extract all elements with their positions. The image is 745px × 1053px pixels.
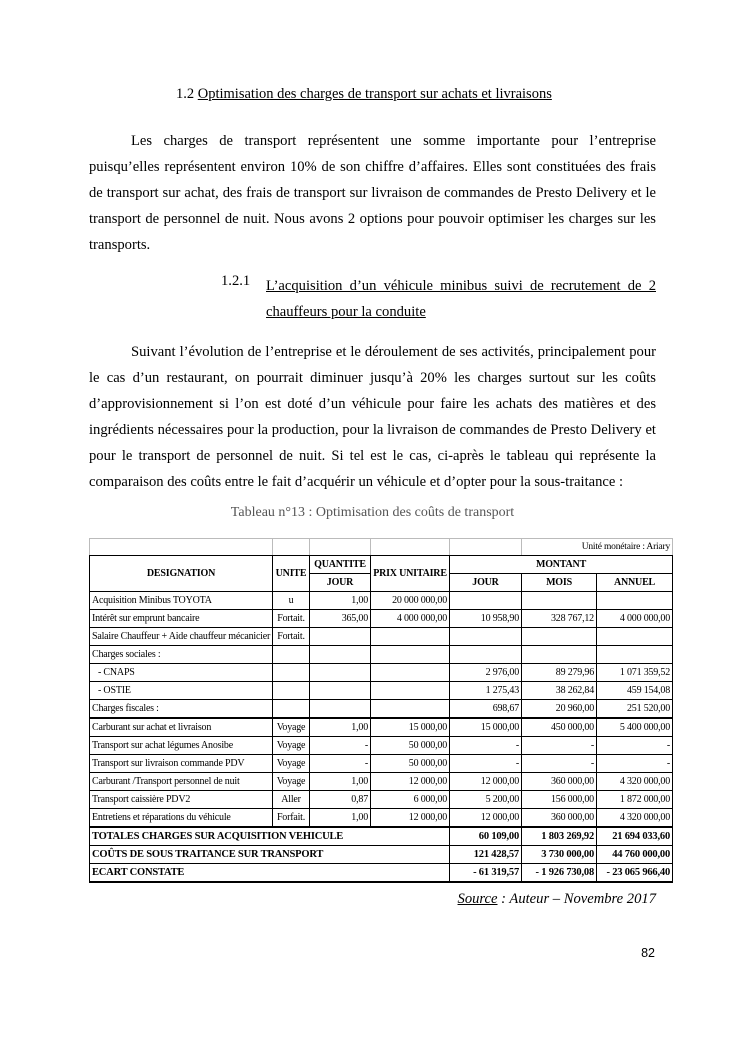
unit-note: Unité monétaire : Ariary (522, 539, 673, 556)
cell-designation: Carburant sur achat et livraison (90, 718, 273, 737)
total-mois: 3 730 000,00 (522, 846, 597, 864)
cell-designation: Transport sur achat légumes Anosibe (90, 737, 273, 755)
cell-designation: Transport sur livraison commande PDV (90, 755, 273, 773)
cell-annuel: - (597, 737, 673, 755)
total-label: TOTALES CHARGES SUR ACQUISITION VEHICULE (90, 827, 450, 846)
cell-mois: 360 000,00 (522, 773, 597, 791)
cell-unite: Voyage (273, 755, 310, 773)
cell-jour: 698,67 (450, 700, 522, 719)
header-montant-jour: JOUR (450, 574, 522, 592)
cell-designation: Transport caissière PDV2 (90, 791, 273, 809)
table-caption: Tableau n°13 : Optimisation des coûts de transport (230, 505, 515, 520)
cell-mois (522, 646, 597, 664)
cell-annuel: 4 000 000,00 (597, 610, 673, 628)
header-montant-mois: MOIS (522, 574, 597, 592)
cell-unite (273, 664, 310, 682)
total-label: COÛTS DE SOUS TRAITANCE SUR TRANSPORT (90, 846, 450, 864)
table-blank-cell (450, 539, 522, 556)
cell-unite: Aller (273, 791, 310, 809)
table-row (90, 773, 673, 791)
section-title-text: Optimisation des charges de transport sur achats et livraisons (197, 86, 552, 102)
cell-unite: Forfait. (273, 809, 310, 828)
cell-quantite: 1,00 (310, 592, 371, 610)
cell-prix-unitaire (371, 700, 450, 719)
table-row (90, 610, 673, 628)
cell-mois: 89 279,96 (522, 664, 597, 682)
cell-annuel (597, 592, 673, 610)
total-jour: - 61 319,57 (450, 864, 522, 883)
cell-jour: 12 000,00 (450, 809, 522, 828)
cell-unite: u (273, 592, 310, 610)
cell-jour: 5 200,00 (450, 791, 522, 809)
cell-designation: Charges sociales : (90, 646, 273, 664)
header-montant-annuel: ANNUEL (597, 574, 673, 592)
table-row (90, 809, 673, 828)
cell-jour: 2 976,00 (450, 664, 522, 682)
section-number: 1.2 (176, 86, 195, 102)
header-montant: MONTANT (450, 556, 673, 574)
total-row (90, 827, 673, 846)
paragraph-comparison: Suivant l’évolution de l’entreprise et le déroulement de ses activités, principalement pour le cas d’un restaurant, on pourrait diminuer jusqu’à 20% les charges surtout sur les coûts d’approvisionnement si l’on est doté d’un véhicule pour faire les achats des matières et des ingrédients nécessaires pour la production, pour la livraison de commandes de Presto Delivery et pour le transport de personnel de nuit. Si tel est le cas, ci-après le tableau qui représente la comparaison des coûts entre le fait d’acquérir un véhicule et d’opter pour la sous-traitance : (89, 344, 656, 490)
source-text: : Auteur – Novembre 2017 (497, 891, 656, 907)
subsection-number: 1.2.1 (221, 273, 251, 289)
cell-designation: Salaire Chauffeur + Aide chauffeur mécanicier (90, 628, 273, 646)
table-row (90, 592, 673, 610)
cell-jour: 12 000,00 (450, 773, 522, 791)
cell-prix-unitaire: 6 000,00 (371, 791, 450, 809)
source-label: Source (457, 891, 498, 907)
table-row (90, 646, 673, 664)
cell-mois: 20 960,00 (522, 700, 597, 719)
table-source (458, 891, 656, 908)
cell-prix-unitaire: 4 000 000,00 (371, 610, 450, 628)
total-jour: 60 109,00 (450, 827, 522, 846)
cell-quantite: 365,00 (310, 610, 371, 628)
header-designation: DESIGNATION (90, 556, 273, 592)
cell-prix-unitaire (371, 682, 450, 700)
cell-jour: - (450, 737, 522, 755)
page-number: 82 (641, 946, 655, 960)
cell-quantite (310, 628, 371, 646)
cell-jour (450, 628, 522, 646)
cell-quantite: - (310, 737, 371, 755)
cell-annuel: 4 320 000,00 (597, 773, 673, 791)
cell-unite: Fortait. (273, 628, 310, 646)
table-blank-cell (90, 539, 273, 556)
cell-unite: Voyage (273, 737, 310, 755)
total-annuel: 44 760 000,00 (597, 846, 673, 864)
header-quantite: QUANTITE (310, 556, 371, 574)
total-label: ECART CONSTATE (90, 864, 450, 883)
table-row (90, 791, 673, 809)
cell-jour (450, 646, 522, 664)
cell-annuel (597, 646, 673, 664)
cell-mois: 328 767,12 (522, 610, 597, 628)
cell-annuel: 5 400 000,00 (597, 718, 673, 737)
cell-designation: Charges fiscales : (90, 700, 273, 719)
cell-jour: 15 000,00 (450, 718, 522, 737)
cell-annuel: 459 154,08 (597, 682, 673, 700)
cell-unite (273, 646, 310, 664)
table-row (90, 755, 673, 773)
cell-prix-unitaire: 15 000,00 (371, 718, 450, 737)
total-row (90, 846, 673, 864)
cell-annuel (597, 628, 673, 646)
cell-prix-unitaire: 12 000,00 (371, 773, 450, 791)
paragraph-intro: Les charges de transport représentent une somme importante pour l’entreprise puisqu’elles représentent environ 10% de son chiffre d’affaires. Elles sont constituées des frais de transport sur achat, des frais de transport sur livraison de commandes de Presto Delivery et le transport de personnel de nuit. Nous avons 2 options pour pouvoir optimiser les charges sur les transports. (89, 133, 656, 253)
cell-designation: Intérêt sur emprunt bancaire (90, 610, 273, 628)
total-jour: 121 428,57 (450, 846, 522, 864)
cell-prix-unitaire: 20 000 000,00 (371, 592, 450, 610)
table-row (90, 737, 673, 755)
cell-annuel: - (597, 755, 673, 773)
subsection-title: L’acquisition d’un véhicule minibus suivi de recrutement de 2 chauffeurs pour la conduite (266, 278, 656, 320)
cell-mois: 156 000,00 (522, 791, 597, 809)
cell-quantite: 1,00 (310, 809, 371, 828)
cell-prix-unitaire (371, 664, 450, 682)
cell-mois: - (522, 737, 597, 755)
cell-jour (450, 592, 522, 610)
header-unite: UNITE (273, 556, 310, 592)
cell-mois: 360 000,00 (522, 809, 597, 828)
cell-mois (522, 628, 597, 646)
cell-quantite (310, 646, 371, 664)
total-mois: 1 803 269,92 (522, 827, 597, 846)
total-annuel: - 23 065 966,40 (597, 864, 673, 883)
cell-mois: 38 262,84 (522, 682, 597, 700)
cell-quantite (310, 682, 371, 700)
cell-quantite: - (310, 755, 371, 773)
table-row (90, 718, 673, 737)
cell-unite: Fortait. (273, 610, 310, 628)
cell-quantite: 0,87 (310, 791, 371, 809)
cell-jour: 10 958,90 (450, 610, 522, 628)
cell-unite: Voyage (273, 718, 310, 737)
table-row (90, 700, 673, 719)
cell-unite (273, 700, 310, 719)
total-mois: - 1 926 730,08 (522, 864, 597, 883)
cell-designation: Entretiens et réparations du véhicule (90, 809, 273, 828)
table-row (90, 682, 673, 700)
cell-designation: - CNAPS (90, 664, 273, 682)
cell-mois (522, 592, 597, 610)
table-row (90, 664, 673, 682)
total-row (90, 864, 673, 883)
cost-table (89, 538, 673, 883)
section-title (176, 86, 552, 103)
table-blank-cell (273, 539, 310, 556)
header-prix-unitaire: PRIX UNITAIRE (371, 556, 450, 592)
cell-designation: Carburant /Transport personnel de nuit (90, 773, 273, 791)
cell-quantite (310, 700, 371, 719)
cell-quantite: 1,00 (310, 718, 371, 737)
cell-quantite: 1,00 (310, 773, 371, 791)
cell-annuel: 1 872 000,00 (597, 791, 673, 809)
cell-jour: 1 275,43 (450, 682, 522, 700)
cell-annuel: 251 520,00 (597, 700, 673, 719)
cell-prix-unitaire (371, 628, 450, 646)
cell-designation: - OSTIE (90, 682, 273, 700)
table-blank-cell (310, 539, 371, 556)
cell-designation: Acquisition Minibus TOYOTA (90, 592, 273, 610)
cell-annuel: 1 071 359,52 (597, 664, 673, 682)
total-annuel: 21 694 033,60 (597, 827, 673, 846)
cell-prix-unitaire: 12 000,00 (371, 809, 450, 828)
cell-mois: 450 000,00 (522, 718, 597, 737)
table-row (90, 628, 673, 646)
table-blank-cell (371, 539, 450, 556)
cell-jour: - (450, 755, 522, 773)
cell-quantite (310, 664, 371, 682)
header-quantite-jour: JOUR (310, 574, 371, 592)
cell-prix-unitaire: 50 000,00 (371, 737, 450, 755)
cell-prix-unitaire (371, 646, 450, 664)
cell-mois: - (522, 755, 597, 773)
cell-prix-unitaire: 50 000,00 (371, 755, 450, 773)
cell-unite: Voyage (273, 773, 310, 791)
cell-unite (273, 682, 310, 700)
cell-annuel: 4 320 000,00 (597, 809, 673, 828)
